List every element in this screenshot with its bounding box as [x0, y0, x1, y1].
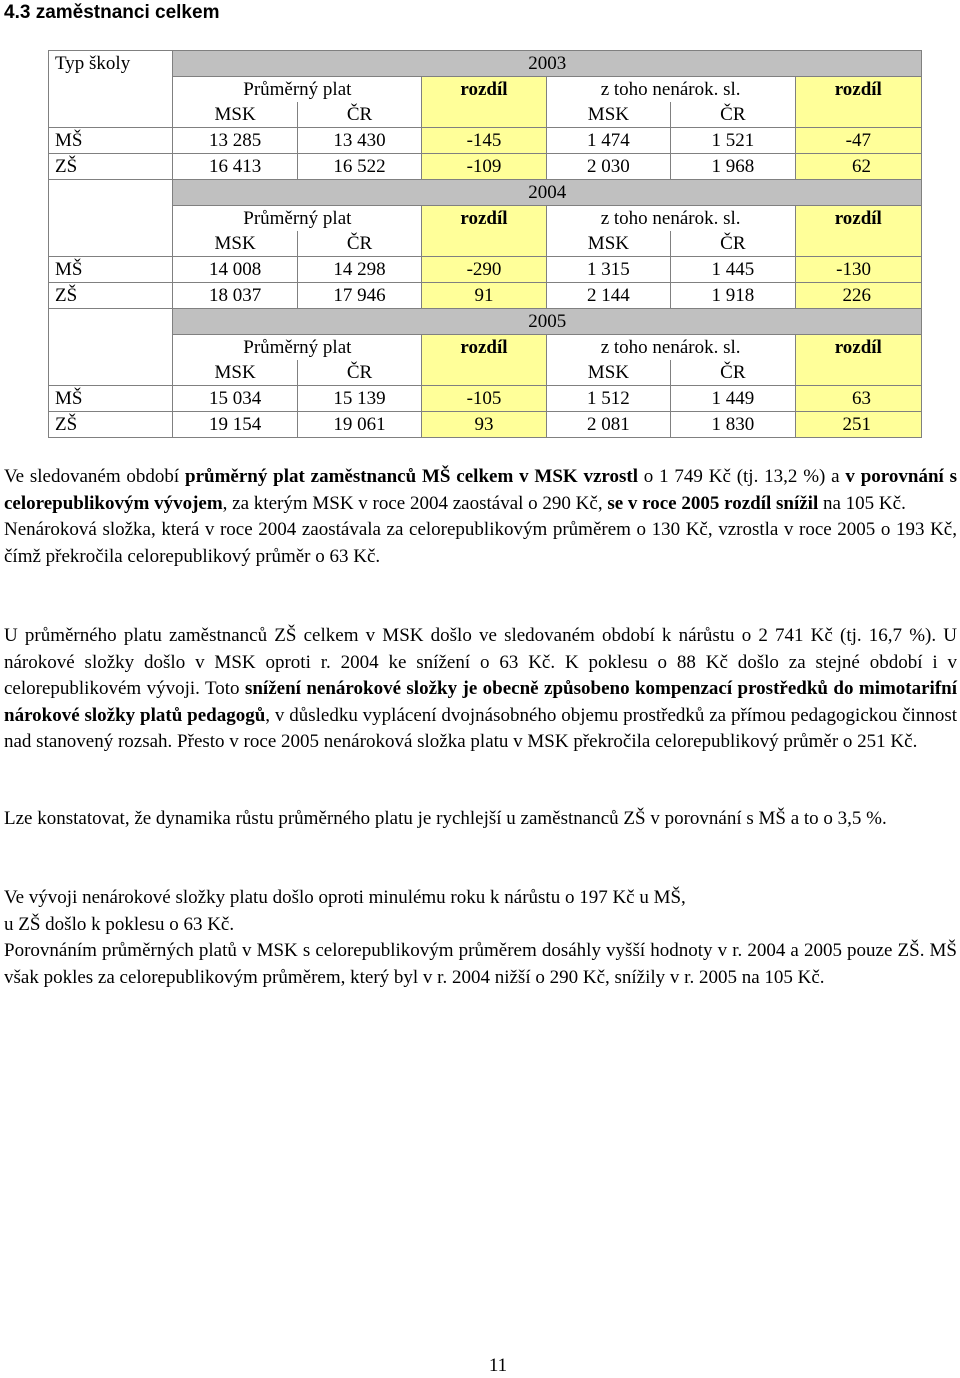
nonclaim-cr-value: 1 521: [671, 128, 795, 154]
cr2-label: ČR: [671, 102, 795, 128]
p1-text-2: o 1 749 Kč (tj. 13,2 %) a: [638, 466, 846, 487]
diff2-label: rozdíl: [795, 335, 921, 361]
p3-text-2: , v důsledku vyplácení dvojnásobného objemu prostředků za přímou pedagogickou činnost nad stanovený rozsah. Přesto v roce 2005 nenároková složka platu v MSK překročila celorepublikový průměr o 251 Kč.: [4, 704, 958, 752]
p5-line-2: u ZŠ došlo k poklesu o 63 Kč.: [4, 913, 235, 935]
nonclaim-label: z toho nenárok. sl.: [546, 77, 795, 103]
diff-empty: [422, 360, 546, 386]
school-type: MŠ: [49, 128, 173, 154]
school-type: ZŠ: [49, 283, 173, 309]
nonclaim-cr-value: 1 918: [671, 283, 795, 309]
label-row: [49, 335, 922, 361]
msk-value: 16 413: [173, 154, 297, 180]
type-spacer: [49, 102, 173, 128]
diff2-empty: [795, 231, 921, 257]
p5-line-1: Ve vývoji nenárokové složky platu došlo oproti minulému roku k nárůstu o 197 Kč u MŠ,: [4, 887, 686, 908]
year-label: 2005: [173, 309, 922, 335]
cr-label: ČR: [297, 231, 421, 257]
nonclaim-diff-value: 226: [795, 283, 921, 309]
msk-value: 13 285: [173, 128, 297, 154]
type-spacer: [49, 360, 173, 386]
nonclaim-cr-value: 1 830: [671, 412, 795, 438]
table-row: [49, 412, 922, 438]
label-row: [49, 77, 922, 103]
label-row: [49, 206, 922, 232]
p1-text-4: na 105 Kč.: [818, 492, 906, 514]
table-row: [49, 283, 922, 309]
diff-empty: [422, 231, 546, 257]
salary-comparison-table: [48, 50, 922, 438]
nonclaim-msk-value: 2 030: [546, 154, 670, 180]
msk-value: 15 034: [173, 386, 297, 412]
region-row: [49, 102, 922, 128]
avg-salary-label: Průměrný plat: [173, 206, 422, 232]
nonclaim-diff-value: 62: [795, 154, 921, 180]
p4-text: Lze konstatovat, že dynamika růstu průměrného platu je rychlejší u zaměstnanců ZŠ v porovnání s MŠ a to o 3,5 %.: [4, 808, 887, 829]
msk2-label: MSK: [546, 231, 670, 257]
page-number: 11: [488, 1355, 508, 1376]
type-spacer: [49, 206, 173, 232]
cr-value: 14 298: [297, 257, 421, 283]
p1-text-1: Ve sledovaném období: [4, 466, 186, 487]
avg-salary-label: Průměrný plat: [173, 335, 422, 361]
avg-salary-label: Průměrný plat: [173, 77, 422, 103]
nonclaim-cr-value: 1 449: [671, 386, 795, 412]
region-row: [49, 360, 922, 386]
type-spacer: [49, 77, 173, 103]
nonclaim-diff-value: -47: [795, 128, 921, 154]
text-paragraph-2: Nenároková složka, která v roce 2004 zaostávala za celorepublikovým průměrem o 130 Kč, vzrostla v roce 2005 o 193 Kč, čímž překročila celorepublikový průměr o 63 Kč.: [4, 519, 957, 567]
msk2-label: MSK: [546, 102, 670, 128]
msk-label: MSK: [173, 360, 297, 386]
nonclaim-msk-value: 1 512: [546, 386, 670, 412]
text-paragraph-5: [4, 885, 957, 991]
diff2-label: rozdíl: [795, 206, 921, 232]
cr-value: 19 061: [297, 412, 421, 438]
nonclaim-diff-value: -130: [795, 257, 921, 283]
year-row: [49, 309, 922, 335]
diff-value: 91: [422, 283, 546, 309]
p1-bold-2: v porovnání s celorepublikovým vývojem: [4, 466, 957, 514]
nonclaim-label: z toho nenárok. sl.: [546, 335, 795, 361]
diff-label: rozdíl: [422, 77, 546, 103]
year-label: 2003: [173, 51, 922, 77]
nonclaim-label: z toho nenárok. sl.: [546, 206, 795, 232]
diff-value: 93: [422, 412, 546, 438]
msk2-label: MSK: [546, 360, 670, 386]
nonclaim-cr-value: 1 968: [671, 154, 795, 180]
type-header: Typ školy: [49, 51, 173, 77]
nonclaim-cr-value: 1 445: [671, 257, 795, 283]
p3-text-1: U průměrného platu zaměstnanců ZŠ celkem v MSK došlo ve sledovaném období k nárůstu o 2 741 Kč (tj. 16,7 %). U nárokové složky došlo v MSK oproti r. 2004 ke snížení o 63 Kč. K poklesu o 88 Kč došlo za stejné období i v celorepublikovém vývoji. Toto: [4, 625, 957, 699]
diff-empty: [422, 102, 546, 128]
section-heading: 4.3 zaměstnanci celkem: [4, 2, 220, 23]
text-paragraph-1: [4, 464, 957, 570]
cr2-label: ČR: [671, 360, 795, 386]
type-spacer: [49, 309, 173, 335]
diff-value: -105: [422, 386, 546, 412]
type-spacer: [49, 231, 173, 257]
diff-value: -109: [422, 154, 546, 180]
cr-value: 13 430: [297, 128, 421, 154]
nonclaim-msk-value: 1 474: [546, 128, 670, 154]
year-row: [49, 180, 922, 206]
msk-value: 19 154: [173, 412, 297, 438]
msk-value: 14 008: [173, 257, 297, 283]
diff-value: -290: [422, 257, 546, 283]
cr-value: 15 139: [297, 386, 421, 412]
school-type: ZŠ: [49, 154, 173, 180]
text-paragraph-3: [4, 623, 957, 756]
nonclaim-msk-value: 2 081: [546, 412, 670, 438]
nonclaim-diff-value: 63: [795, 386, 921, 412]
type-spacer: [49, 180, 173, 206]
msk-label: MSK: [173, 231, 297, 257]
table-row: [49, 386, 922, 412]
msk-value: 18 037: [173, 283, 297, 309]
cr-value: 17 946: [297, 283, 421, 309]
nonclaim-msk-value: 2 144: [546, 283, 670, 309]
cr-label: ČR: [297, 102, 421, 128]
p1-text-3: , za kterým MSK v roce 2004 zaostával o 290 Kč,: [222, 492, 608, 514]
msk-label: MSK: [173, 102, 297, 128]
p1-bold-3: se v roce 2005 rozdíl snížil: [607, 492, 819, 514]
diff2-empty: [795, 102, 921, 128]
table-row: [49, 257, 922, 283]
diff2-empty: [795, 360, 921, 386]
table-row: [49, 154, 922, 180]
diff-label: rozdíl: [422, 206, 546, 232]
text-paragraph-4: [4, 806, 957, 833]
year-label: 2004: [173, 180, 922, 206]
cr-label: ČR: [297, 360, 421, 386]
nonclaim-diff-value: 251: [795, 412, 921, 438]
diff2-label: rozdíl: [795, 77, 921, 103]
nonclaim-msk-value: 1 315: [546, 257, 670, 283]
region-row: [49, 231, 922, 257]
school-type: MŠ: [49, 257, 173, 283]
school-type: ZŠ: [49, 412, 173, 438]
year-row: [49, 51, 922, 77]
text-paragraph-6: Porovnáním průměrných platů v MSK s celorepublikovým průměrem dosáhly vyšší hodnoty v r. 2004 a 2005 pouze ZŠ. MŠ však pokles za celorepublikovým průměrem, který byl v r. 2004 nižší o 290 Kč, snížily v r. 2005 na 105 Kč.: [4, 940, 957, 988]
cr-value: 16 522: [297, 154, 421, 180]
diff-value: -145: [422, 128, 546, 154]
p3-bold-1: snížení nenárokové složky je obecně způsobeno kompenzací prostředků do mimotarifní nárokové složky platů pedagogů: [4, 678, 958, 726]
cr2-label: ČR: [671, 231, 795, 257]
school-type: MŠ: [49, 386, 173, 412]
diff-label: rozdíl: [422, 335, 546, 361]
table-row: [49, 128, 922, 154]
type-spacer: [49, 335, 173, 361]
p1-bold-1: průměrný plat zaměstnanců MŠ celkem v MSK vzrostl: [185, 466, 638, 487]
